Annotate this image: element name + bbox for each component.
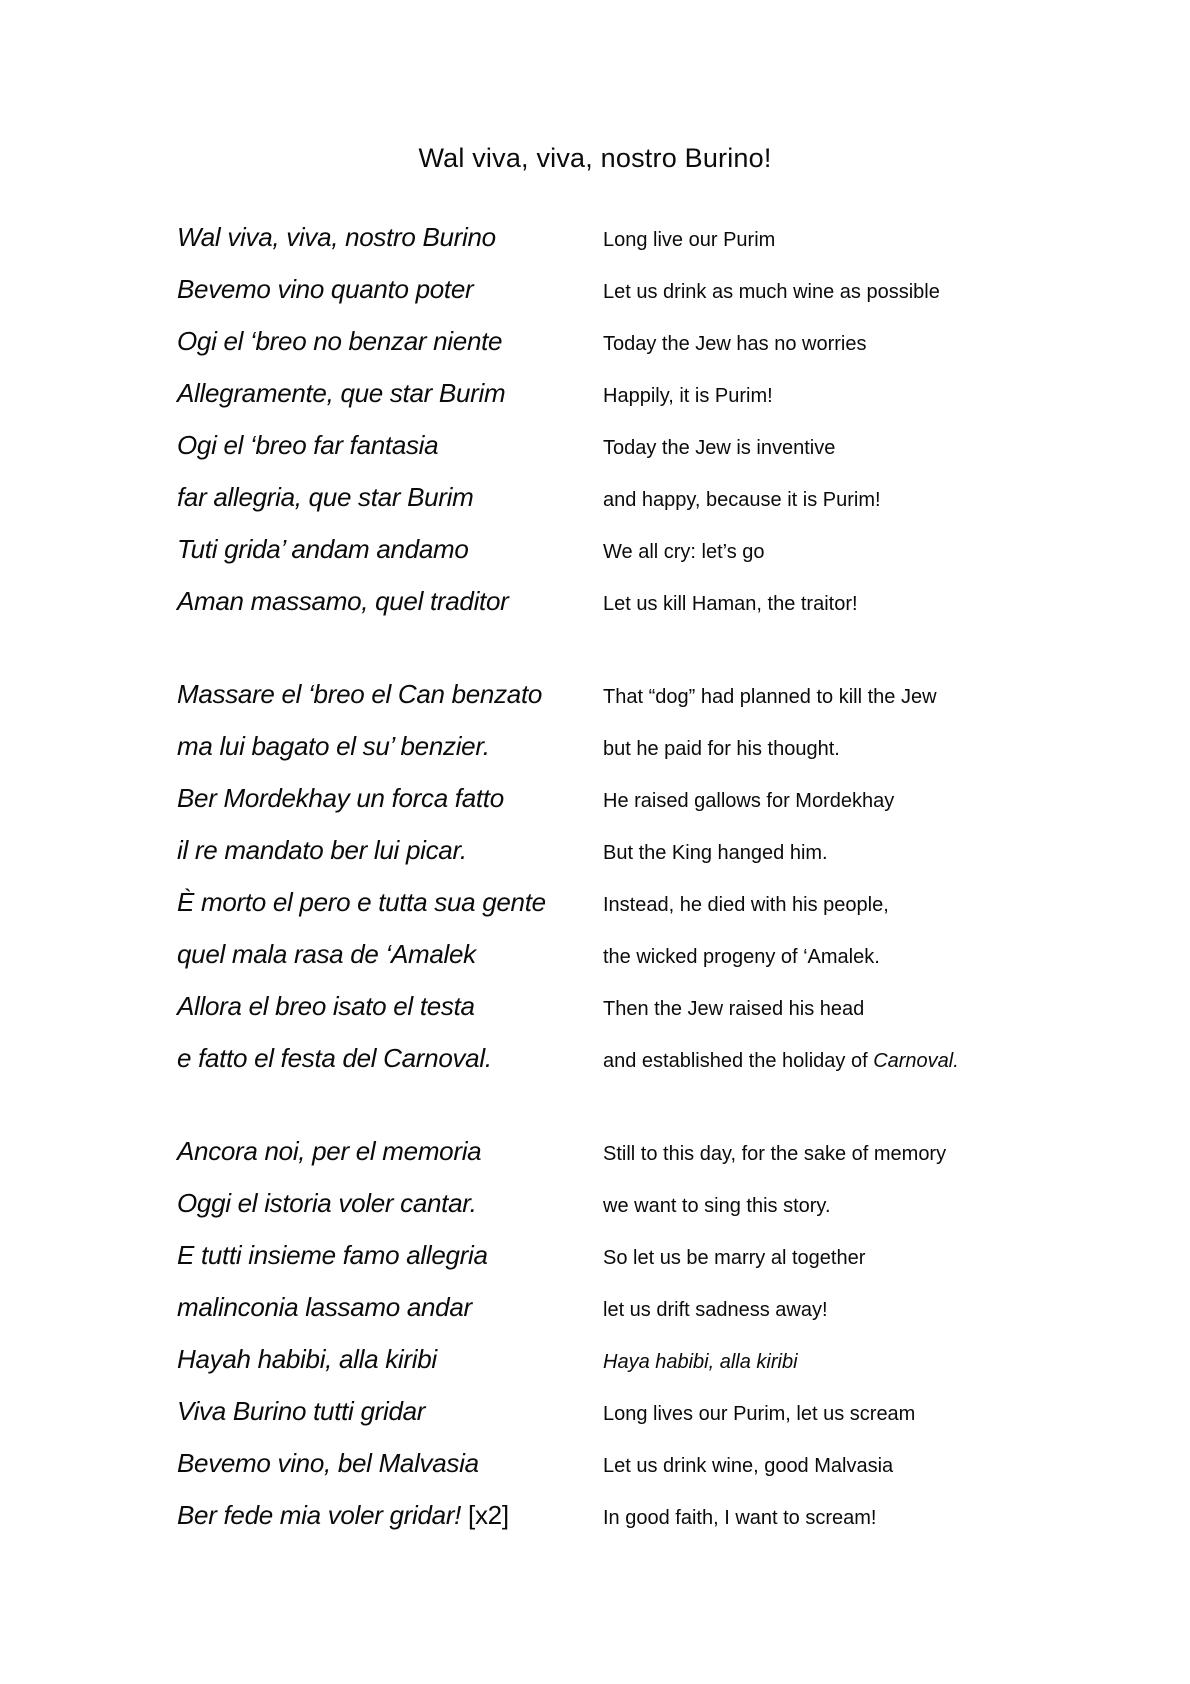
lyric-original: Massare el ‘breo el Can benzato (177, 679, 543, 709)
lyric-translation: Let us drink as much wine as possible (603, 281, 940, 303)
lyric-line (177, 1437, 1190, 1489)
lyric-original: e fatto el festa del Carnoval. (177, 1043, 492, 1073)
stanza (177, 211, 1190, 627)
lyric-translation: and happy, because it is Purim! (603, 489, 881, 511)
lyric-line (177, 824, 1190, 876)
lyric-line (177, 315, 1190, 367)
lyric-translation: but he paid for his thought. (603, 738, 840, 760)
translation-italic-word: Carnoval. (873, 1050, 959, 1072)
lyric-line (177, 1385, 1190, 1437)
lyric-original: Ogi el ‘breo far fantasia (177, 430, 439, 460)
lyric-line (177, 1177, 1190, 1229)
lyric-translation: and established the holiday of Carnoval. (603, 1050, 959, 1072)
lyric-translation: In good faith, I want to scream! (603, 1507, 877, 1529)
lyric-line (177, 1125, 1190, 1177)
lyric-original: Ber fede mia voler gridar! [x2] (177, 1500, 509, 1530)
lyric-original: ma lui bagato el su’ benzier. (177, 731, 490, 761)
lyric-translation: Still to this day, for the sake of memory (603, 1143, 947, 1165)
lyric-original: Ogi el ‘breo no benzar niente (177, 326, 503, 356)
lyric-original: malinconia lassamo andar (177, 1292, 472, 1322)
lyric-original: Allora el breo isato el testa (177, 991, 475, 1021)
lyric-line (177, 720, 1190, 772)
lyric-translation: Let us kill Haman, the traitor! (603, 593, 858, 615)
stanza (177, 1125, 1190, 1541)
lyric-original: E tutti insieme famo allegria (177, 1240, 488, 1270)
lyric-original: Oggi el istoria voler cantar. (177, 1188, 477, 1218)
lyrics-container (177, 211, 1190, 1541)
lyric-translation: Instead, he died with his people, (603, 894, 889, 916)
lyric-line (177, 471, 1190, 523)
lyric-translation: Then the Jew raised his head (603, 998, 865, 1020)
lyric-original: far allegria, que star Burim (177, 482, 474, 512)
lyric-original: Hayah habibi, alla kiribi (177, 1344, 437, 1374)
lyric-translation: Today the Jew has no worries (603, 333, 867, 355)
repeat-marker: [x2] (461, 1500, 509, 1530)
lyric-line (177, 1281, 1190, 1333)
lyric-original: Ber Mordekhay un forca fatto (177, 783, 504, 813)
lyric-original: È morto el pero e tutta sua gente (177, 887, 546, 917)
lyric-original: Ancora noi, per el memoria (177, 1136, 482, 1166)
lyric-line (177, 367, 1190, 419)
lyric-line (177, 980, 1190, 1032)
lyric-translation: Today the Jew is inventive (603, 437, 836, 459)
lyric-line (177, 1333, 1190, 1385)
lyric-original: quel mala rasa de ‘Amalek (177, 939, 476, 969)
lyric-line (177, 419, 1190, 471)
lyric-translation: So let us be marry al together (603, 1247, 866, 1269)
lyric-line (177, 1032, 1190, 1084)
lyric-line (177, 1229, 1190, 1281)
lyric-translation: Let us drink wine, good Malvasia (603, 1455, 894, 1477)
lyric-translation: Happily, it is Purim! (603, 385, 773, 407)
lyric-line (177, 523, 1190, 575)
lyric-line (177, 772, 1190, 824)
lyric-original: Wal viva, viva, nostro Burino (177, 222, 496, 252)
lyric-original: Allegramente, que star Burim (177, 378, 506, 408)
lyric-translation: the wicked progeny of ‘Amalek. (603, 946, 880, 968)
lyric-line (177, 1489, 1190, 1541)
lyric-translation: we want to sing this story. (603, 1195, 831, 1217)
lyric-translation: let us drift sadness away! (603, 1299, 828, 1321)
lyric-translation: We all cry: let’s go (603, 541, 765, 563)
lyric-original: Tuti grida’ andam andamo (177, 534, 469, 564)
lyric-original: Viva Burino tutti gridar (177, 1396, 426, 1426)
lyric-translation: That “dog” had planned to kill the Jew (603, 686, 937, 708)
lyric-translation: Long live our Purim (603, 229, 776, 251)
lyric-line (177, 668, 1190, 720)
lyric-translation: Long lives our Purim, let us scream (603, 1403, 916, 1425)
lyric-original: Aman massamo, quel traditor (177, 586, 509, 616)
lyric-line (177, 211, 1190, 263)
lyric-original: il re mandato ber lui picar. (177, 835, 467, 865)
stanza (177, 668, 1190, 1084)
lyric-translation: Haya habibi, alla kiribi (603, 1351, 798, 1373)
lyric-original: Bevemo vino, bel Malvasia (177, 1448, 479, 1478)
lyric-translation: He raised gallows for Mordekhay (603, 790, 895, 812)
lyric-original: Bevemo vino quanto poter (177, 274, 474, 304)
lyric-line (177, 928, 1190, 980)
lyric-line (177, 575, 1190, 627)
page-title: Wal viva, viva, nostro Burino! (418, 143, 772, 173)
lyric-translation: But the King hanged him. (603, 842, 828, 864)
lyric-line (177, 876, 1190, 928)
lyric-line (177, 263, 1190, 315)
